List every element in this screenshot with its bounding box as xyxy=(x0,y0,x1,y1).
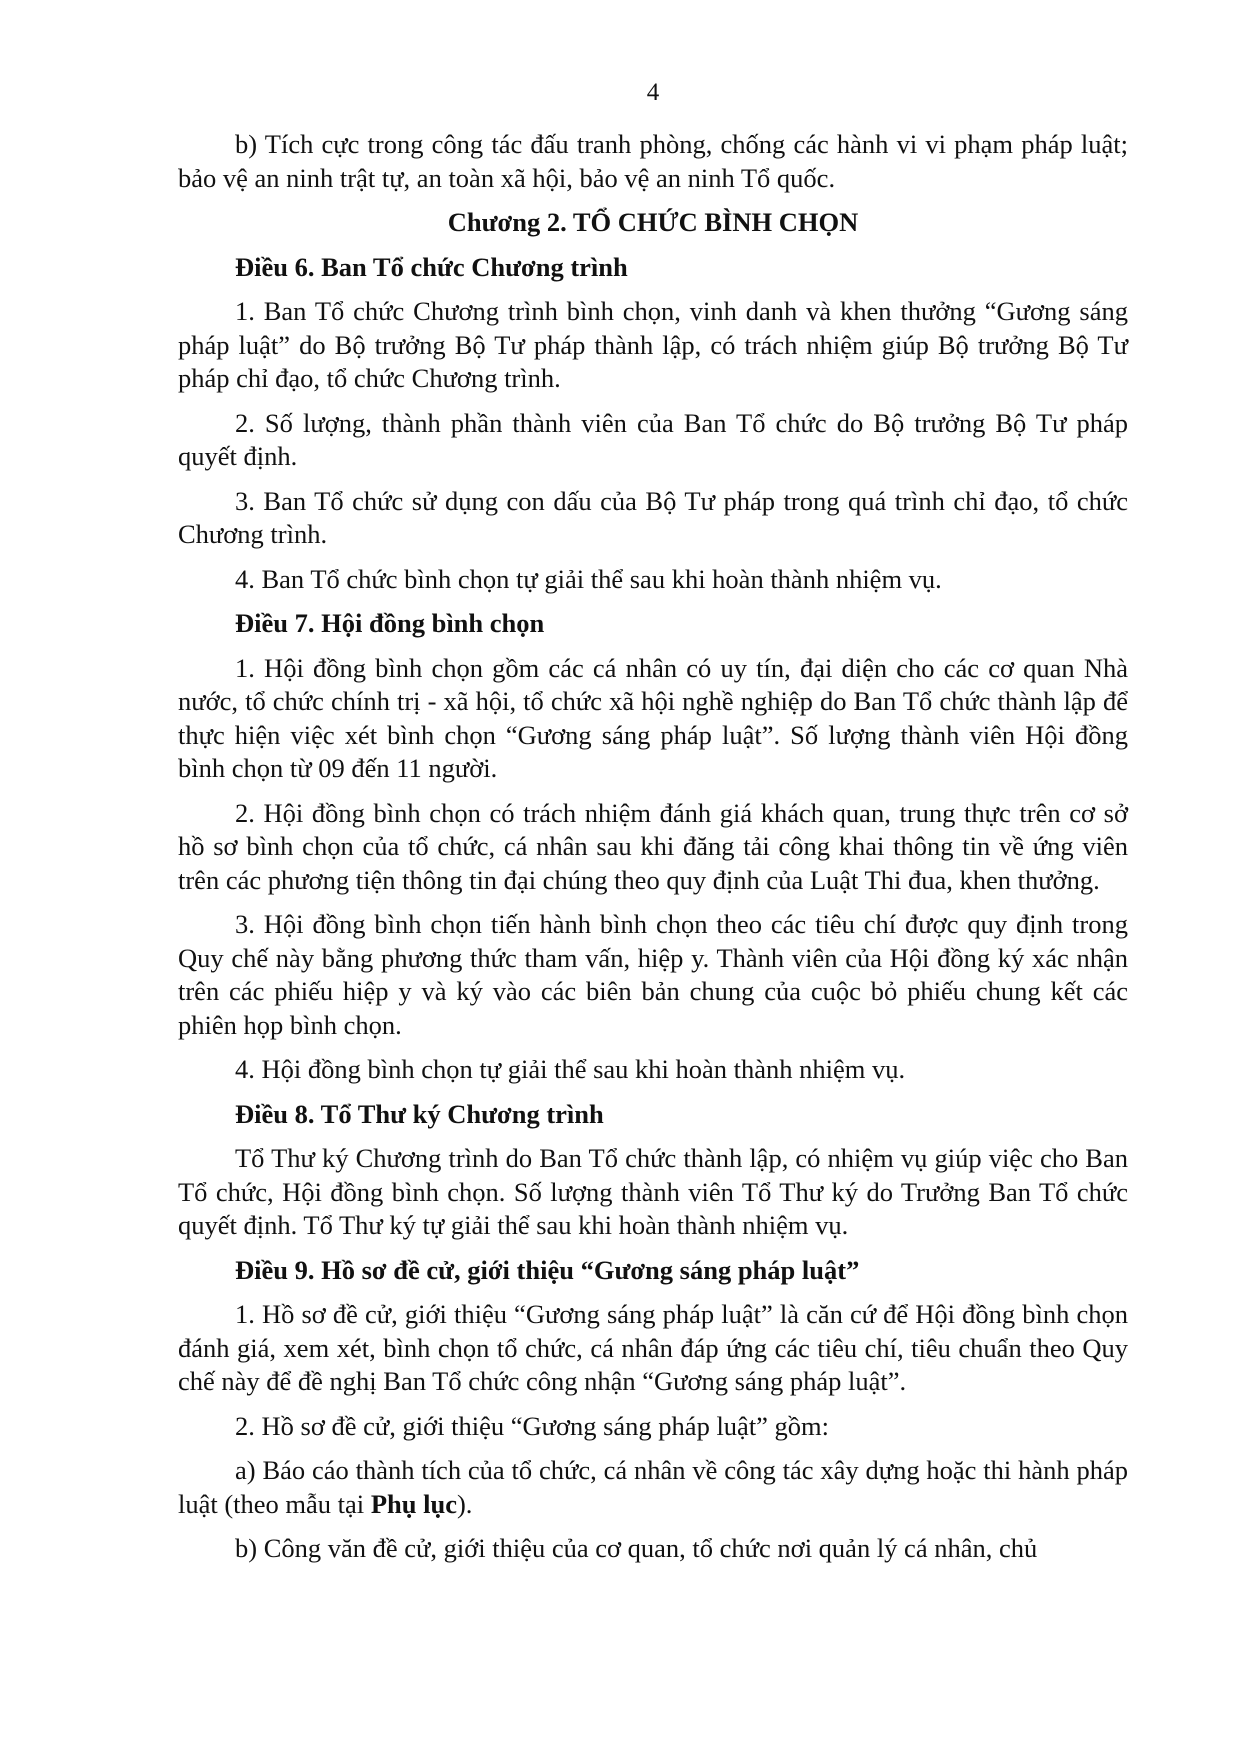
article-9-clause-2b: b) Công văn đề cử, giới thiệu của cơ quan, tổ chức nơi quản lý cá nhân, chủ xyxy=(235,1533,1038,1563)
article-7-clause-4: 4. Hội đồng bình chọn tự giải thể sau khi hoàn thành nhiệm vụ. xyxy=(235,1054,906,1084)
article-7-clause-1: 1. Hội đồng bình chọn gồm các cá nhân có uy tín, đại diện cho các cơ quan Nhà nước, tổ chức chính trị - xã hội, tổ chức xã hội nghề nghiệp do Ban Tổ chức thành lập để thực hiện việc xét bình chọn “Gương sáng pháp luật”. Số lượng thành viên Hội đồng bình chọn từ 09 đến 11 người. xyxy=(178,652,1128,783)
article-8-title: Điều 8. Tổ Thư ký Chương trình xyxy=(235,1098,604,1129)
article-7-title: Điều 7. Hội đồng bình chọn xyxy=(235,608,545,638)
article-9-clause-2: 2. Hồ sơ đề cử, giới thiệu “Gương sáng pháp luật” gồm: xyxy=(235,1410,830,1441)
appendix-reference: Phụ lục xyxy=(370,1488,457,1519)
article-6-clause-3: 3. Ban Tổ chức sử dụng con dấu của Bộ Tư pháp trong quá trình chỉ đạo, tổ chức Chương trình. xyxy=(178,485,1128,549)
clause-2a-text: a) Báo cáo thành tích của tổ chức, cá nhân về công tác xây dựng hoặc thi hành pháp luật (theo mẫu tại xyxy=(178,1455,1128,1519)
article-7-clause-3: 3. Hội đồng bình chọn tiến hành bình chọn theo các tiêu chí được quy định trong Quy chế này bằng phương thức tham vấn, hiệp y. Thành viên của Hội đồng ký xác nhận trên các phiếu hiệp y và ký vào các biên bản chung của cuộc bỏ phiếu chung kết các phiên họp bình chọn. xyxy=(178,909,1128,1040)
article-9-clause-2a xyxy=(178,1454,1128,1521)
page-number: 4 xyxy=(646,79,660,106)
article-7-clause-2: 2. Hội đồng bình chọn có trách nhiệm đánh giá khách quan, trung thực trên cơ sở hồ sơ bình chọn của tổ chức, cá nhân sau khi đăng tải công khai thông tin về ứng viên trên các phương tiện thông tin đại chúng theo quy định của Luật Thi đua, khen thưởng. xyxy=(178,797,1128,895)
clause-2a-end: ). xyxy=(456,1488,473,1519)
article-6-clause-4: 4. Ban Tổ chức bình chọn tự giải thể sau khi hoàn thành nhiệm vụ. xyxy=(235,563,942,594)
article-8-body: Tổ Thư ký Chương trình do Ban Tổ chức thành lập, có nhiệm vụ giúp việc cho Ban Tổ chức, Hội đồng bình chọn. Số lượng thành viên Tổ Thư ký do Trưởng Ban Tổ chức quyết định. Tổ Thư ký tự giải thể sau khi hoàn thành nhiệm vụ. xyxy=(178,1143,1128,1240)
article-6-clause-1: 1. Ban Tổ chức Chương trình bình chọn, vinh danh và khen thưởng “Gương sáng pháp luật” do Bộ trưởng Bộ Tư pháp thành lập, có trách nhiệm giúp Bộ trưởng Bộ Tư pháp chỉ đạo, tổ chức Chương trình. xyxy=(178,296,1128,393)
chapter-heading: Chương 2. TỔ CHỨC BÌNH CHỌN xyxy=(447,207,859,237)
paragraph-5b: b) Tích cực trong công tác đấu tranh phòng, chống các hành vi vi phạm pháp luật; bảo vệ an ninh trật tự, an toàn xã hội, bảo vệ an ninh Tổ quốc. xyxy=(178,129,1128,193)
article-9-clause-1: 1. Hồ sơ đề cử, giới thiệu “Gương sáng pháp luật” là căn cứ để Hội đồng bình chọn đánh giá, xem xét, bình chọn tổ chức, cá nhân đáp ứng các tiêu chí, tiêu chuẩn theo Quy chế này để đề nghị Ban Tổ chức công nhận “Gương sáng pháp luật”. xyxy=(178,1299,1128,1396)
article-6-clause-2: 2. Số lượng, thành phần thành viên của Ban Tổ chức do Bộ trưởng Bộ Tư pháp quyết định. xyxy=(178,407,1128,471)
article-9-title: Điều 9. Hồ sơ đề cử, giới thiệu “Gương sáng pháp luật” xyxy=(235,1254,860,1285)
article-6-title: Điều 6. Ban Tổ chức Chương trình xyxy=(235,251,628,282)
